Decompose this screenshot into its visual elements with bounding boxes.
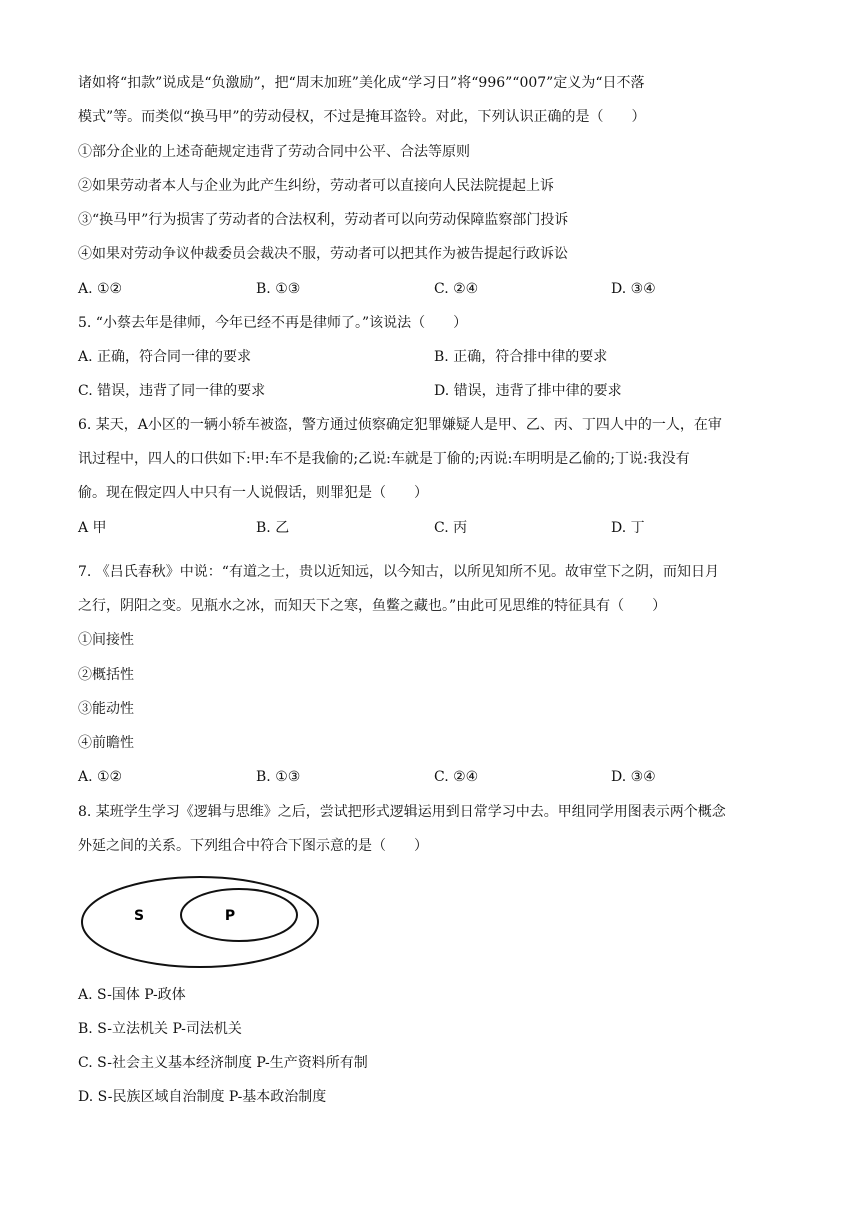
q8-stem-line-1: 8. 某班学生学习《逻辑与思维》之后，尝试把形式逻辑运用到日常学习中去。甲组同学用图表示两个概念 <box>78 804 726 820</box>
q6-option-b: B. 乙 <box>256 520 290 536</box>
q4-option-b: B. ①③ <box>256 281 301 297</box>
q8-option-c: C. S-社会主义基本经济制度 P-生产资料所有制 <box>78 1055 368 1071</box>
q7-item-4: ④前瞻性 <box>78 735 134 751</box>
q4-option-d: D. ③④ <box>611 281 656 297</box>
q7-stem-line-1: 7. 《吕氏春秋》中说：“有道之士，贵以近知远，以今知古，以所见知所不见。故审堂下之阴，而知日月 <box>78 564 719 580</box>
q4-stem-line-2: 模式”等。而类似“换马甲”的劳动侵权，不过是掩耳盗铃。对此，下列认识正确的是（ ） <box>78 109 646 125</box>
q7-option-a: A. ①② <box>78 769 123 785</box>
q6-option-c: C. 丙 <box>434 520 468 536</box>
q8-option-a: A. S-国体 P-政体 <box>78 987 186 1003</box>
q4-item-4: ④如果对劳动争议仲裁委员会裁决不服，劳动者可以把其作为被告提起行政诉讼 <box>78 246 568 262</box>
q6-option-a: A 甲 <box>78 520 107 536</box>
q6-stem-line-1: 6. 某天，A小区的一辆小轿车被盗，警方通过侦察确定犯罪嫌疑人是甲、乙、丙、丁四人中的一人，在审 <box>78 417 722 433</box>
q6-option-d: D. 丁 <box>611 520 645 536</box>
q7-option-c: C. ②④ <box>434 769 479 785</box>
q5-stem: 5. “小蔡去年是律师，今年已经不再是律师了。”该说法（ ） <box>78 315 468 331</box>
q4-item-1: ①部分企业的上述奇葩规定违背了劳动合同中公平、合法等原则 <box>78 144 470 160</box>
q7-item-3: ③能动性 <box>78 701 134 717</box>
q5-option-c: C. 错误，违背了同一律的要求 <box>78 383 266 399</box>
q4-stem-line-1: 诸如将“扣款”说成是“负激励”，把“周末加班”美化成“学习日”将“996”“007”定义为“日不落 <box>78 75 645 91</box>
q7-option-b: B. ①③ <box>256 769 301 785</box>
outer-label-s: S <box>133 908 145 924</box>
venn-diagram <box>80 872 325 972</box>
outer-ellipse-s <box>82 877 318 967</box>
q7-item-2: ②概括性 <box>78 667 134 683</box>
inner-label-p: P <box>224 908 236 924</box>
q8-option-b: B. S-立法机关 P-司法机关 <box>78 1021 242 1037</box>
q4-option-c: C. ②④ <box>434 281 479 297</box>
q5-option-d: D. 错误，违背了排中律的要求 <box>434 383 622 399</box>
q7-item-1: ①间接性 <box>78 632 134 648</box>
q7-stem-line-2: 之行，阴阳之变。见瓶水之冰，而知天下之寒，鱼鳖之藏也。”由此可见思维的特征具有（ ） <box>78 598 667 614</box>
q4-item-2: ②如果劳动者本人与企业为此产生纠纷，劳动者可以直接向人民法院提起上诉 <box>78 178 554 194</box>
q4-option-a: A. ①② <box>78 281 123 297</box>
q8-option-d: D. S-民族区域自治制度 P-基本政治制度 <box>78 1089 327 1105</box>
q6-stem-line-2: 讯过程中，四人的口供如下:甲:车不是我偷的;乙说:车就是丁偷的;丙说:车明明是乙偷的;丁说:我没有 <box>78 451 690 467</box>
q4-item-3: ③“换马甲”行为损害了劳动者的合法权利，劳动者可以向劳动保障监察部门投诉 <box>78 212 569 228</box>
q5-option-a: A. 正确，符合同一律的要求 <box>78 349 252 365</box>
q8-stem-line-2: 外延之间的关系。下列组合中符合下图示意的是（ ） <box>78 838 428 854</box>
inner-ellipse-p <box>181 889 297 941</box>
q7-option-d: D. ③④ <box>611 769 656 785</box>
q6-stem-line-3: 偷。现在假定四人中只有一人说假话，则罪犯是（ ） <box>78 485 428 501</box>
q5-option-b: B. 正确，符合排中律的要求 <box>434 349 608 365</box>
